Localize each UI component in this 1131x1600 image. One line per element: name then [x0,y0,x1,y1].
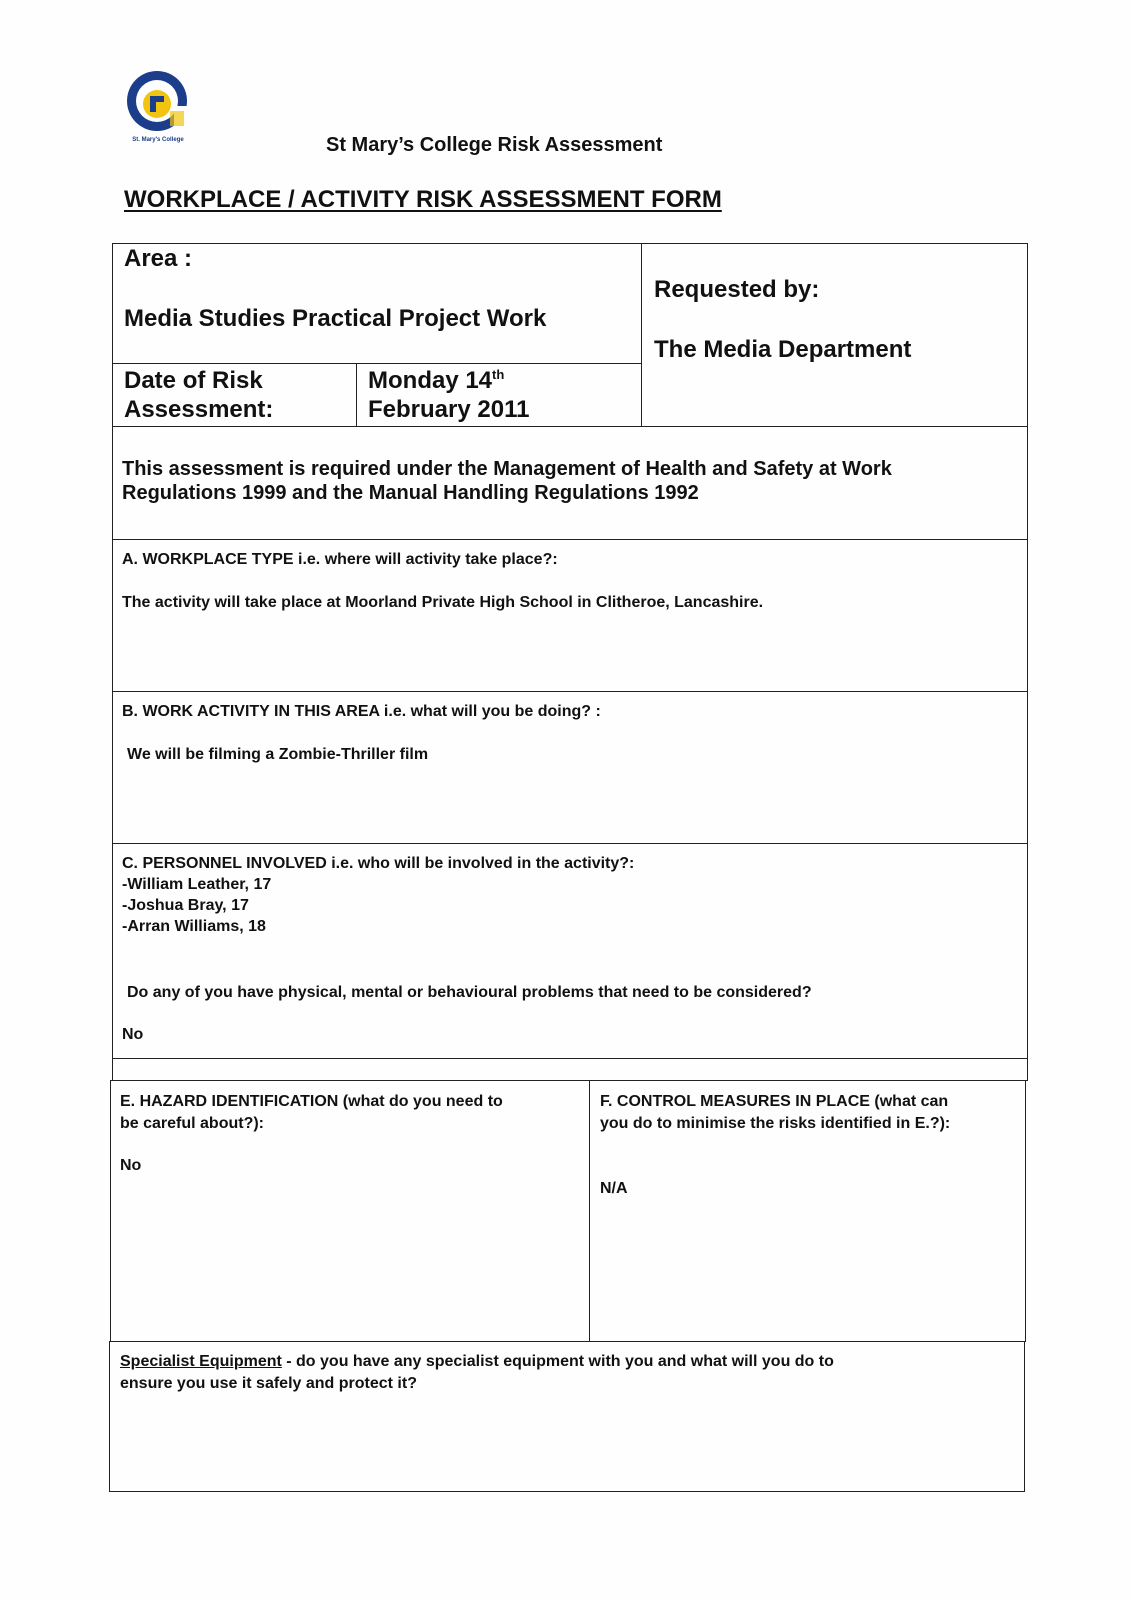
logo-caption: St. Mary's College [132,137,184,143]
person-3: -Arran Williams, 18 [122,918,266,935]
section-b-answer: We will be filming a Zombie-Thriller film [127,746,429,763]
section-a-heading: A. WORKPLACE TYPE i.e. where will activity take place?: [122,551,558,568]
person-1: -William Leather, 17 [122,876,272,893]
section-a-answer: The activity will take place at Moorland Private High School in Clitheroe, Lancashire. [122,594,764,611]
person-2: -Joshua Bray, 17 [122,897,249,914]
specialist-label: Specialist Equipment [120,1353,282,1370]
form-title: WORKPLACE / ACTIVITY RISK ASSESSMENT FORM [124,186,722,213]
section-f-heading: F. CONTROL MEASURES IN PLACE (what can you do to minimise the risks identified in E.?): [600,1093,951,1132]
area-value: Media Studies Practical Project Work [124,305,547,332]
section-f-answer: N/A [600,1180,628,1197]
area-label: Area : [124,245,193,272]
section-e-answer: No [120,1157,142,1174]
requested-label: Requested by: [654,276,820,303]
college-title: St Mary’s College Risk Assessment [326,134,663,156]
section-c-heading: C. PERSONNEL INVOLVED i.e. who will be involved in the activity?: [122,855,635,872]
section-b-heading: B. WORK ACTIVITY IN THIS AREA i.e. what will you be doing? : [122,703,601,720]
specialist-text: Specialist Equipment - do you have any specialist equipment with you and what will you do to ensure you use it safely and protect it? [120,1353,834,1392]
date-label: Date of Risk Assessment: [124,367,274,423]
requested-value: The Media Department [654,336,912,363]
section-e-heading: E. HAZARD IDENTIFICATION (what do you need to be careful about?): [120,1093,503,1132]
date-value: Monday 14th February 2011 [368,367,530,423]
section-c-question: Do any of you have physical, mental or behavioural problems that need to be considered? [127,984,812,1001]
regulations-text: This assessment is required under the Management of Health and Safety at Work Regulations 1999 and the Manual Handling Regulations 1992 [122,458,892,504]
section-c-answer: No [122,1026,144,1043]
